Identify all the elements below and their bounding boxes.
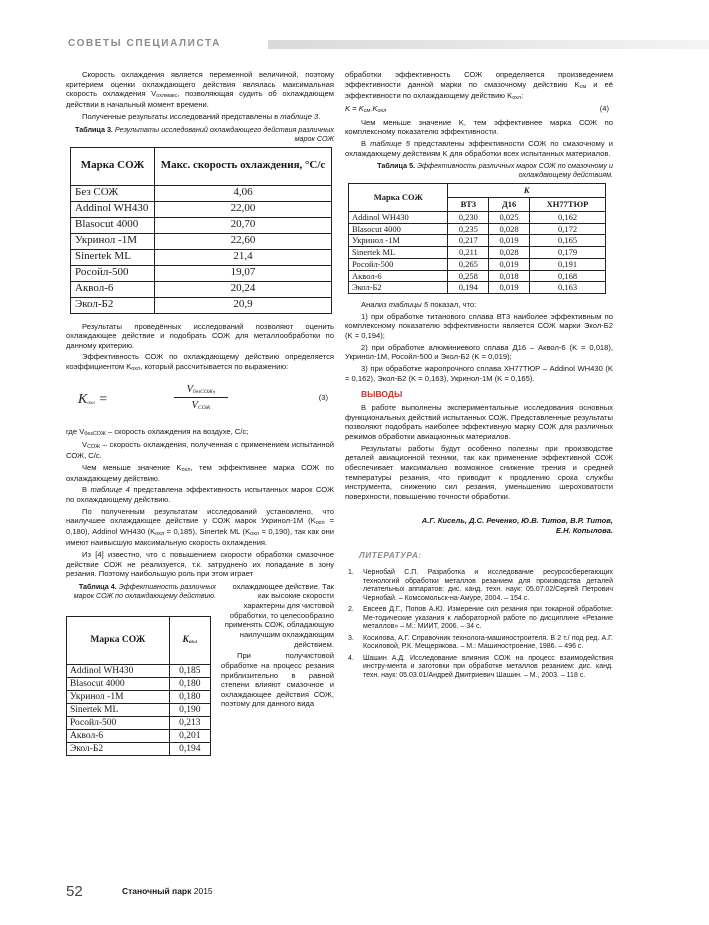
table-row bbox=[67, 730, 211, 743]
table-subheader: ХН77ТЮР bbox=[530, 197, 606, 211]
table5 bbox=[348, 183, 606, 294]
table-cell: 21,4 bbox=[155, 249, 332, 265]
table-cell: 0,217 bbox=[448, 235, 489, 247]
table-cell: 0,019 bbox=[489, 258, 530, 270]
table-row bbox=[349, 223, 606, 235]
table-cell: 4,06 bbox=[155, 185, 332, 201]
table-cell: 20,24 bbox=[155, 281, 332, 297]
table-cell: Sinertek ML bbox=[349, 247, 448, 259]
table5-caption: Таблица 5. Эффективность различных марок СОЖ по смазочному и охлаждающему действиям. bbox=[377, 161, 613, 180]
table-row bbox=[67, 677, 211, 690]
table-row bbox=[71, 281, 332, 297]
table-row bbox=[349, 270, 606, 282]
running-header bbox=[68, 38, 709, 50]
table4-caption: Таблица 4. Эффективность различных марок СОЖ по охлаждающему действию. bbox=[73, 581, 216, 600]
paragraph: Чем меньше значение Kохл, тем эффективнее марка СОЖ по охлаждающему действию. bbox=[66, 462, 334, 483]
table-cell: 0,194 bbox=[169, 743, 210, 756]
right-column bbox=[345, 70, 613, 684]
table-cell: Addinol WH430 bbox=[349, 211, 448, 223]
table-cell: 0,211 bbox=[448, 247, 489, 259]
table-cell: 0,180 bbox=[169, 677, 210, 690]
table-row bbox=[71, 185, 332, 201]
reference-text: Шашин А.Д. Исследование влияния СОЖ на процесс взаимодействия инстру-мента и заготовки при обработке металлов резанием: дис. канд. техн. наук: 05.03.01/Андрей Дмитриевич Шашин. – М., 2003. – 118 с. bbox=[363, 654, 613, 680]
table-cell: 20,9 bbox=[155, 297, 332, 313]
reference-text: Косилова, А.Г. Справочник технолога-машиностроителя. В 2 т./ под ред. А.Г. Косиловой, Р.К. Мещерякова. – М.: Машиностроение, 1986. – 496 с. bbox=[363, 634, 613, 651]
paragraph: где VбезСОЖ – скорость охлаждения на воздухе, С/с; bbox=[66, 427, 249, 438]
reference-text: Евсеев Д.Г., Попов А.Ю. Измерение сил резания при токарной обработке: Ме-тодические указания к лабораторной работе по дисциплине «Резание металлов» – М.: МИИТ, 2006. – 34 с. bbox=[363, 606, 613, 631]
table-cell: Blasocut 4000 bbox=[349, 223, 448, 235]
table-cell: Sinertek ML bbox=[71, 249, 155, 265]
equation-number: (4) bbox=[599, 103, 609, 113]
table-cell: 0,201 bbox=[169, 730, 210, 743]
table-row bbox=[349, 258, 606, 270]
table-cell: 0,265 bbox=[448, 258, 489, 270]
table-row bbox=[67, 743, 211, 756]
reference-number: 3. bbox=[348, 634, 354, 642]
table-cell: Укринол -1М bbox=[67, 690, 170, 703]
table-header: K bbox=[448, 184, 606, 198]
table-cell: 0,180 bbox=[169, 690, 210, 703]
table-row bbox=[349, 235, 606, 247]
table-cell: 0,162 bbox=[530, 211, 606, 223]
paragraph: Анализ таблицы 5 показал, что: bbox=[361, 300, 477, 310]
table-header: Марка СОЖ bbox=[349, 184, 448, 212]
left-column bbox=[66, 70, 334, 770]
journal-name: Станочный парк 2015 bbox=[122, 886, 213, 896]
wrapped-text bbox=[221, 582, 334, 711]
table-row bbox=[71, 265, 332, 281]
table-row bbox=[67, 703, 211, 716]
paragraph: 2) при обработке алюминиевого сплава Д16 – Аквол-6 (K = 0,018), Укринол-1М, Росойл-500 и Экол-Б2 (K = 0,019); bbox=[345, 342, 613, 362]
table-row bbox=[71, 201, 332, 217]
section-title: СОВЕТЫ СПЕЦИАЛИСТА bbox=[68, 38, 221, 49]
table-cell: 0,258 bbox=[448, 270, 489, 282]
table-row bbox=[349, 282, 606, 294]
table-cell: 0,165 bbox=[530, 235, 606, 247]
table-row bbox=[67, 664, 211, 677]
table-subheader: Д16 bbox=[489, 197, 530, 211]
paragraph: В работе выполнены экспериментальные исследования основных функциональных действий испытанных СОЖ. Представленные результаты позволяют подобрать наиболее эффективную марку СОЖ для различных режимов обработки авиационных материалов. bbox=[345, 403, 613, 442]
table-cell: 0,191 bbox=[530, 258, 606, 270]
table-cell: 0,028 bbox=[489, 247, 530, 259]
table-row bbox=[71, 217, 332, 233]
reference-item bbox=[345, 569, 613, 603]
table-cell: 0,172 bbox=[530, 223, 606, 235]
table4-wrap bbox=[66, 582, 334, 770]
paragraph: Эффективность СОЖ по охлаждающему действию определяется коэффициентом Kохл, который рассчитывается по выражению: bbox=[66, 352, 334, 373]
paragraph: 3) при обработке жаропрочного сплава ХН77ТЮР – Addinol WH430 (K = 0,162), Экол-Б2 (K = 0,163), Укринол-1М (K = 0,165). bbox=[345, 364, 613, 383]
table-cell: Экол-Б2 bbox=[349, 282, 448, 294]
table-cell: Addinol WH430 bbox=[67, 664, 170, 677]
table-cell: 0,028 bbox=[489, 223, 530, 235]
table-row bbox=[67, 690, 211, 703]
table-header: Макс. скорость охлаждения, °С/с bbox=[155, 147, 332, 185]
table-cell: 19,07 bbox=[155, 265, 332, 281]
conclusions-heading: ВЫВОДЫ bbox=[361, 389, 403, 400]
page-number: 52 bbox=[66, 883, 83, 900]
header-bar bbox=[268, 40, 709, 49]
table-header: Kохл bbox=[169, 616, 210, 664]
table-cell: 0,185 bbox=[169, 664, 210, 677]
table-cell: Аквол-6 bbox=[67, 730, 170, 743]
table-cell: 0,168 bbox=[530, 270, 606, 282]
table-cell: 0,213 bbox=[169, 717, 210, 730]
table-header: Марка СОЖ bbox=[71, 147, 155, 185]
paragraph: По полученным результатам исследований установлено, что наилучшее охлаждающее действие у СОЖ марок Укринол-1М (Kохл = 0,180), Addinol WH430 (Kохл = 0,185), Sinertek ML (Kохл = 0,190), так как они имеют наивысшую максимальную скорость охлаждения. bbox=[66, 506, 335, 548]
table-row bbox=[71, 233, 332, 249]
table-row bbox=[67, 717, 211, 730]
formula-4: K = Kсм.Kохл (4) bbox=[345, 103, 609, 114]
paragraph: Скорость охлаждения является переменной величиной, поэтому критерием оценки охлаждающего действия являлась максимальная скорость охлаждения Vохлмакс, позволяющая судить об охлаждающем действии в начальный момент времени. bbox=[66, 70, 334, 110]
paragraph: Результаты работы будут особенно полезны при производстве деталей авиационной техники, так как применение эффективной СОЖ обеспечивает максимально возможное снижение трения и средней температуры резания, что приводит к продлению срока службы инструмента, снижению сил резания, уменьшению шероховатости поверхности, повышению точности обработки. bbox=[345, 443, 613, 501]
table-row bbox=[71, 297, 332, 313]
table-cell: Росойл-500 bbox=[71, 265, 155, 281]
table-cell: 0,019 bbox=[489, 282, 530, 294]
table-row bbox=[71, 249, 332, 265]
reference-number: 4. bbox=[348, 654, 354, 662]
table-cell: 0,018 bbox=[489, 270, 530, 282]
formula-lhs: Kохл = bbox=[78, 392, 108, 408]
table-cell: 0,163 bbox=[530, 282, 606, 294]
reference-item bbox=[345, 606, 613, 632]
table-row bbox=[349, 247, 606, 259]
table-cell: 20,70 bbox=[155, 217, 332, 233]
table-cell: Addinol WH430 bbox=[71, 201, 155, 217]
table4 bbox=[66, 616, 211, 756]
table-cell: Аквол-6 bbox=[349, 270, 448, 282]
paragraph: охлаждающее действие. Так как высокие скорости характерны для чистовой обработки, то целесообразно применять СОЖ, обладающую наилучшим охлаждающим действием. bbox=[224, 581, 334, 649]
paragraph: В таблице 4 представлена эффективность испытанных марок СОЖ по охлаждающему действию. bbox=[66, 485, 334, 504]
table-cell: Росойл-500 bbox=[349, 258, 448, 270]
reference-number: 1. bbox=[348, 569, 354, 577]
references-list bbox=[345, 569, 613, 680]
paragraph: При получистовой обработке на процесс резания приблизительно в равной степени влияют смазочное и охлаждающее действия СОЖ, поэтому для данного вида bbox=[221, 651, 334, 709]
table-subheader: ВТ3 bbox=[448, 197, 489, 211]
reference-text: Чернобай С.П. Разработка и исследование ресурсосберегающих технологий обработки металлов резанием для производства деталей летательных аппаратов: дис. канд. техн. наук: 05.07.02/Сергей Петрович Чернобай. – Комсомольск-на-Амуре, 2004. – 154 с. bbox=[363, 569, 613, 602]
table-cell: 22,60 bbox=[155, 233, 332, 249]
table-cell: 0,190 bbox=[169, 703, 210, 716]
references-heading: ЛИТЕРАТУРА: bbox=[359, 550, 422, 560]
paragraph: VСОЖ – скорость охлаждения, полученная с применением испытанной СОЖ, С/с. bbox=[66, 440, 334, 461]
table-cell: Blasocut 4000 bbox=[67, 677, 170, 690]
table-cell: 0,019 bbox=[489, 235, 530, 247]
table-cell: 0,179 bbox=[530, 247, 606, 259]
table-cell: Укринол -1М bbox=[71, 233, 155, 249]
table-cell: 22,00 bbox=[155, 201, 332, 217]
table-cell: Аквол-6 bbox=[71, 281, 155, 297]
table-cell: Blasocut 4000 bbox=[71, 217, 155, 233]
table-header: Марка СОЖ bbox=[67, 616, 170, 664]
formula-3 bbox=[66, 379, 334, 421]
table-cell: Укринол -1М bbox=[349, 235, 448, 247]
paragraph: 1) при обработке титанового сплава ВТ3 наиболее эффективным по комплексному показателю эффективности является СОЖ марки Экол-Б2 (K = 0,194); bbox=[345, 311, 613, 341]
table3 bbox=[70, 147, 332, 314]
table-row bbox=[349, 211, 606, 223]
paragraph: В таблице 5 представлены эффективности СОЖ по смазочному и охлаждающему действиям K для обработки всех испытанных материалов. bbox=[345, 138, 613, 158]
table-cell: Экол-Б2 bbox=[71, 297, 155, 313]
reference-item bbox=[345, 635, 613, 652]
table-cell: Экол-Б2 bbox=[67, 743, 170, 756]
formula-fraction: VбезСОЖ, VСОЖ bbox=[174, 383, 228, 413]
paragraph: Чем меньше значение K, тем эффективнее марка СОЖ по комплексному показателю эффективности. bbox=[345, 117, 613, 137]
table-cell: 0,194 bbox=[448, 282, 489, 294]
reference-number: 2. bbox=[348, 606, 354, 614]
reference-item bbox=[345, 655, 613, 681]
footer bbox=[66, 882, 366, 898]
authors: А.Г. Кисель, Д.С. Реченко, Ю.В. Титов, В.Р. Титов, Е.Н. Копылова. bbox=[421, 515, 613, 536]
table3-caption: Таблица 3. Результаты исследований охлаждающего действия различных марок СОЖ bbox=[74, 124, 334, 143]
paragraph: обработки эффективность СОЖ определяется произведением эффективности данной марки по смазочному действию Kсм и её эффективности по охлаждающему действию Kохл: bbox=[345, 70, 613, 101]
table4-block bbox=[66, 582, 216, 756]
table-cell: 0,235 bbox=[448, 223, 489, 235]
table-cell: 0,230 bbox=[448, 211, 489, 223]
table-cell: Без СОЖ bbox=[71, 185, 155, 201]
paragraph: Результаты проведённых исследований позволяют оценить охлаждающее действие и подобрать СОЖ для металлообработки по данному критерию. bbox=[66, 321, 334, 350]
paragraph: Полученные результаты исследований представлены в таблице 3. bbox=[82, 111, 321, 121]
table-cell: 0,025 bbox=[489, 211, 530, 223]
paragraph: Из [4] известно, что с повышением скорости обработки смазочное действие СОЖ не реализуется, т.к. затруднено их попадание в зону резания. Поэтому наибольшую роль при этом играет bbox=[66, 549, 334, 579]
table-cell: Sinertek ML bbox=[67, 703, 170, 716]
equation-number: (3) bbox=[318, 393, 328, 403]
table-cell: Росойл-500 bbox=[67, 717, 170, 730]
